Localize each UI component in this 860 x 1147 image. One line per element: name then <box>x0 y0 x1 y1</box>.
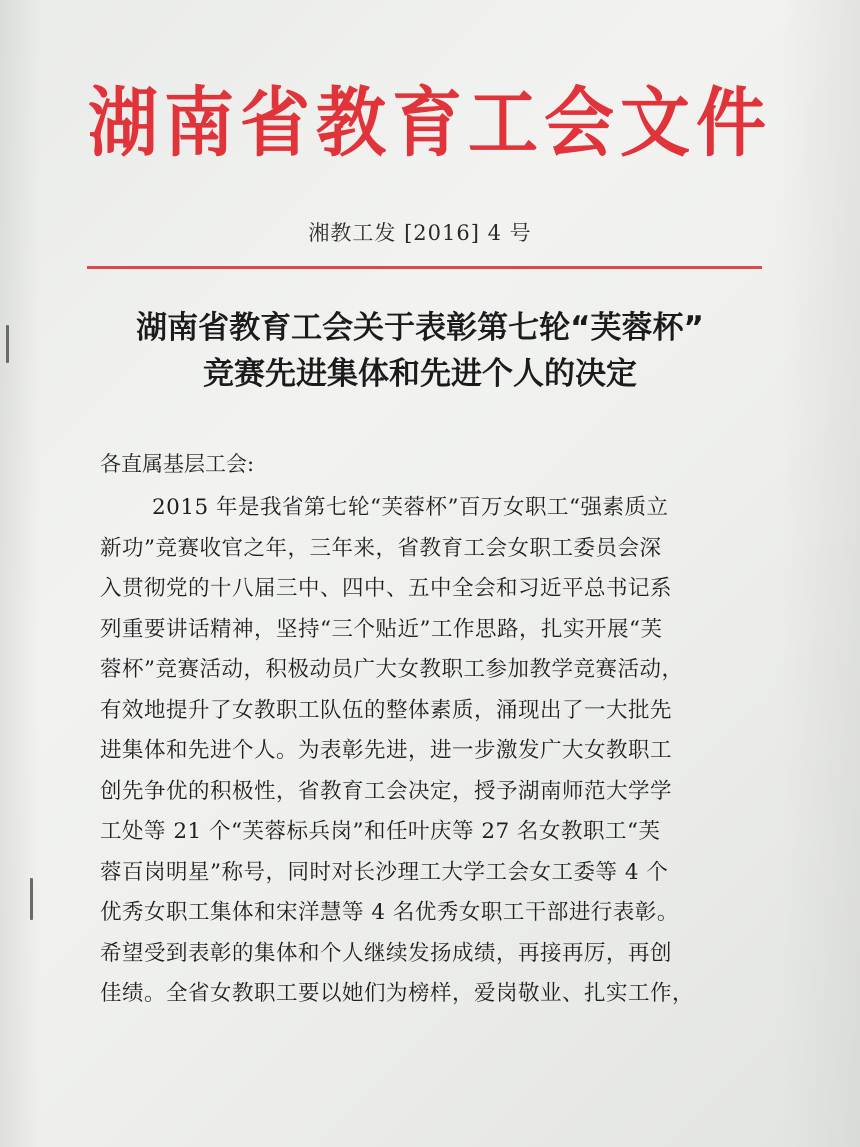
body-line: 优秀女职工集体和宋洋慧等 4 名优秀女职工干部进行表彰。 <box>100 900 679 925</box>
body-line: 佳绩。全省女教职工要以她们为榜样，爱岗敬业、扎实工作， <box>100 981 695 1006</box>
body-line: 入贯彻党的十八届三中、四中、五中全会和习近平总书记系 <box>100 576 673 601</box>
document-header-title: 湖南省教育工会文件 <box>88 78 772 168</box>
body-line: 蓉百岗明星”称号，同时对长沙理工大学工会女工委等 4 个 <box>100 859 669 885</box>
paper-shadow-right <box>780 0 860 1147</box>
paper-shadow-left <box>0 0 40 1147</box>
body-line: 新功”竞赛收官之年，三年来，省教育工会女职工委员会深 <box>100 535 662 561</box>
body-line: 蓉杯”竞赛活动，积极动员广大女教职工参加教学竞赛活动， <box>100 657 684 682</box>
body-line: 2015 年是我省第七轮“芙蓉杯”百万女职工“强素质立 <box>152 495 669 520</box>
red-divider-rule <box>87 266 762 269</box>
decision-title-line: 竞赛先进集体和先进个人的决定 <box>203 356 637 392</box>
body-line: 列重要讲话精神，坚持“三个贴近”工作思路，扎实开展“芙 <box>100 616 663 642</box>
body-paragraph <box>100 488 750 1015</box>
salutation: 各直属基层工会: <box>100 452 255 476</box>
body-line: 工处等 21 个“芙蓉标兵岗”和任叶庆等 27 名女教职工“芙 <box>100 819 661 844</box>
body-line: 创先争优的积极性，省教育工会决定，授予湖南师范大学学 <box>100 778 673 804</box>
staple-mark-bottom <box>30 878 33 920</box>
body-line: 进集体和先进个人。为表彰先进，进一步激发广大女教职工 <box>100 738 673 763</box>
body-line: 希望受到表彰的集体和个人继续发扬成绩，再接再厉，再创 <box>100 940 673 966</box>
body-line: 有效地提升了女教职工队伍的整体素质，涌现出了一大批先 <box>100 697 673 723</box>
document-number: 湘教工发 [2016] 4 号 <box>308 221 532 245</box>
decision-title <box>0 305 840 397</box>
decision-title-line: 湖南省教育工会关于表彰第七轮“芙蓉杯” <box>136 310 704 346</box>
